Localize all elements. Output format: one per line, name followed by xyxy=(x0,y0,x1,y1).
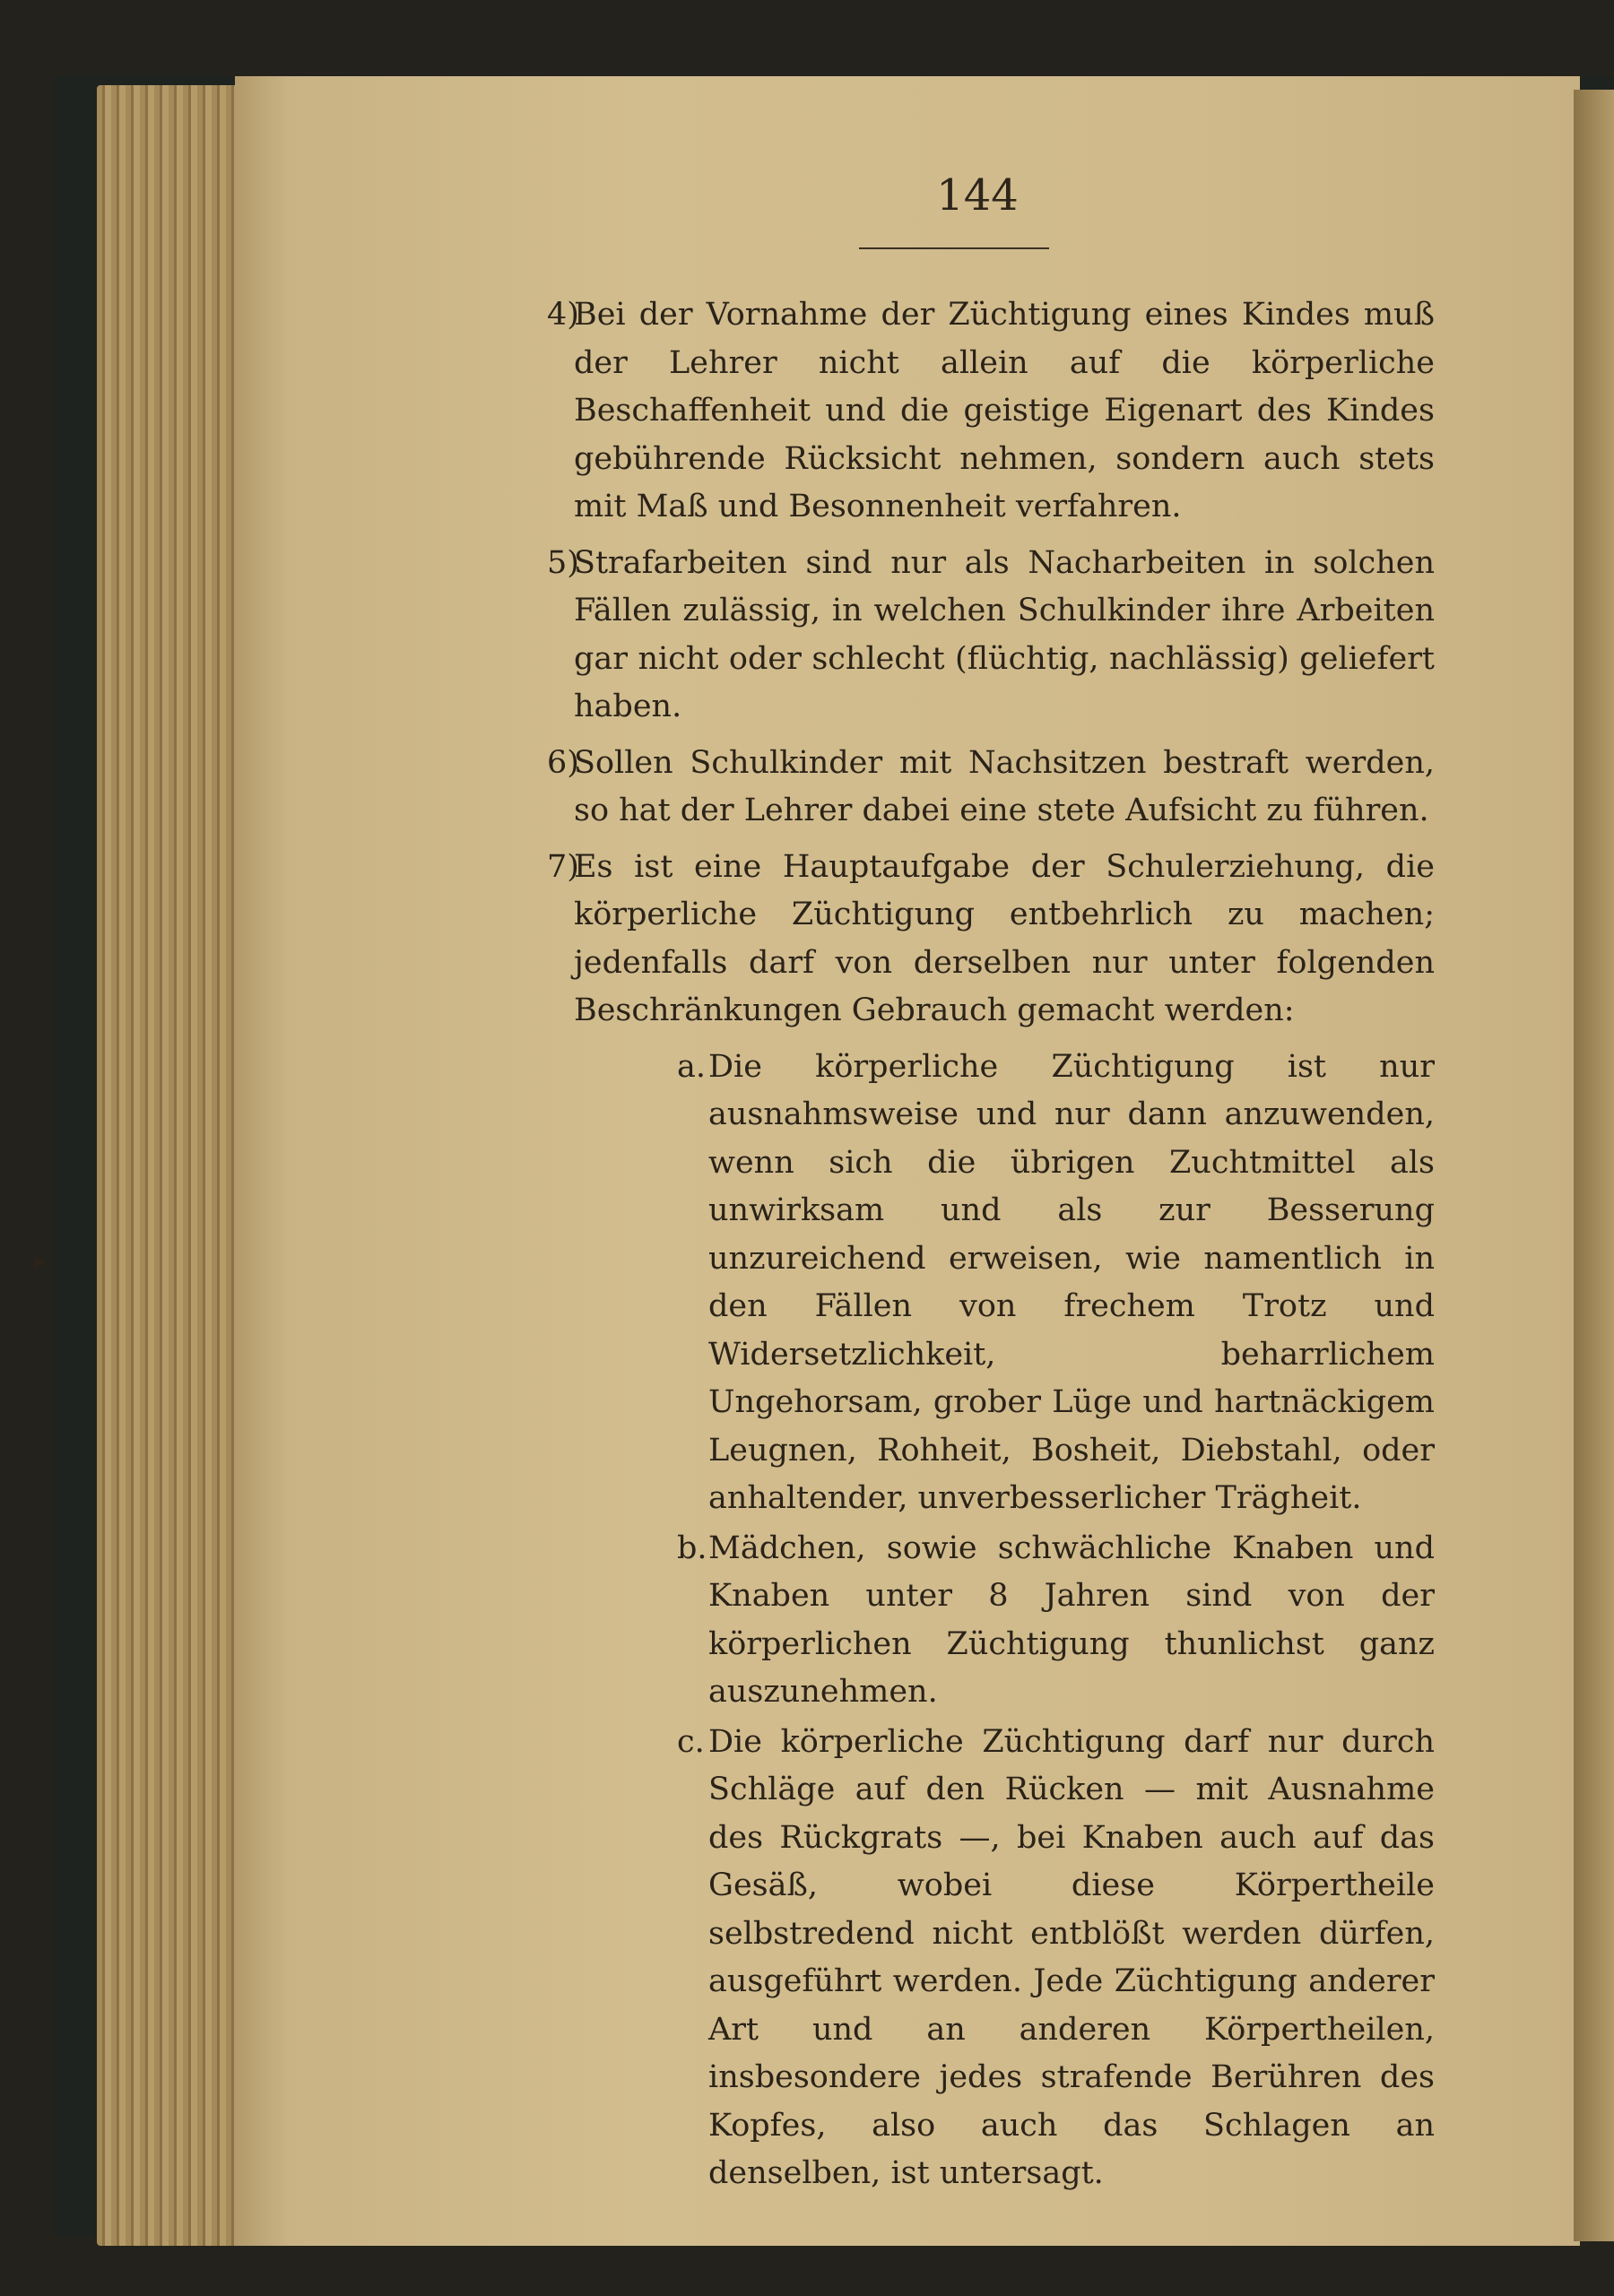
sub-item-text: Die körperliche Züchtigung darf nur durch Schläge auf den Rücken — mit Ausnahme des Rückgrats —, bei Knaben auch auf das Gesäß, wobei diese Körpertheile selbstredend nicht entblößt werden dürfen, ausgeführt werden. Jede Züchtigung anderer Art und an anderen Körpertheilen, insbesondere jedes strafende Berühren des Kopfes, also auch das Schlagen an denselben, ist untersagt. xyxy=(708,1723,1435,2191)
sub-item-text: Mädchen, sowie schwächliche Knaben und Knaben unter 8 Jahren sind von der körperlichen Züchtigung thunlichst ganz auszunehmen. xyxy=(708,1529,1435,1710)
margin-mark: ▸ xyxy=(34,1246,48,1276)
sub-item-a xyxy=(574,1044,1435,1523)
item-number: 5) xyxy=(547,544,579,581)
item-number: 7) xyxy=(547,848,579,885)
sub-item-b xyxy=(574,1525,1435,1717)
page-number: 144 xyxy=(936,170,1019,221)
item-number: 6) xyxy=(547,744,579,781)
list-item-5 xyxy=(547,540,1435,732)
list-item-7 xyxy=(547,844,1435,1035)
sub-item-label: c. xyxy=(677,1723,705,1760)
sub-item-label: b. xyxy=(677,1529,707,1566)
header-rule xyxy=(859,247,1049,249)
facing-page-edge xyxy=(1574,90,1614,2241)
item-text: Strafarbeiten sind nur als Nacharbeiten in solchen Fällen zulässig, in welchen Schulkinder ihre Arbeiten gar nicht oder schlecht (flüchtig, nachlässig) geliefert haben. xyxy=(574,544,1435,724)
sub-item-label: a. xyxy=(677,1048,706,1085)
item-text: Sollen Schulkinder mit Nachsitzen bestraft werden, so hat der Lehrer dabei eine stete Aufsicht zu führen. xyxy=(574,744,1435,828)
sub-item-c xyxy=(574,1719,1435,2198)
item-text: Bei der Vornahme der Züchtigung eines Kindes muß der Lehrer nicht allein auf die körperliche Beschaffenheit und die geistige Eigenart des Kindes gebührende Rücksicht nehmen, sondern auch stets mit Maß und Besonnenheit verfahren. xyxy=(574,297,1435,524)
item-number: 4) xyxy=(547,297,579,333)
page-text xyxy=(547,291,1435,2198)
sub-item-text: Die körperliche Züchtigung ist nur ausnahmsweise und nur dann anzuwenden, wenn sich die übrigen Zuchtmittel als unwirksam und als zur Besserung unzureichend erweisen, wie namentlich in den Fällen von frechem Trotz und Widersetzlichkeit, beharrlichem Ungehorsam, grober Lüge und hartnäckigem Leugnen, Rohheit, Bosheit, Diebstahl, oder anhaltender, unverbesserlicher Trägheit. xyxy=(708,1048,1435,1516)
list-item-4 xyxy=(547,291,1435,532)
page-edges xyxy=(97,85,258,2246)
list-item-6 xyxy=(547,740,1435,836)
item-text: Es ist eine Hauptaufgabe der Schulerziehung, die körperliche Züchtigung entbehrlich zu machen; jedenfalls darf von derselben nur unter folgenden Beschränkungen Gebrauch gemacht werden: xyxy=(574,848,1435,1028)
